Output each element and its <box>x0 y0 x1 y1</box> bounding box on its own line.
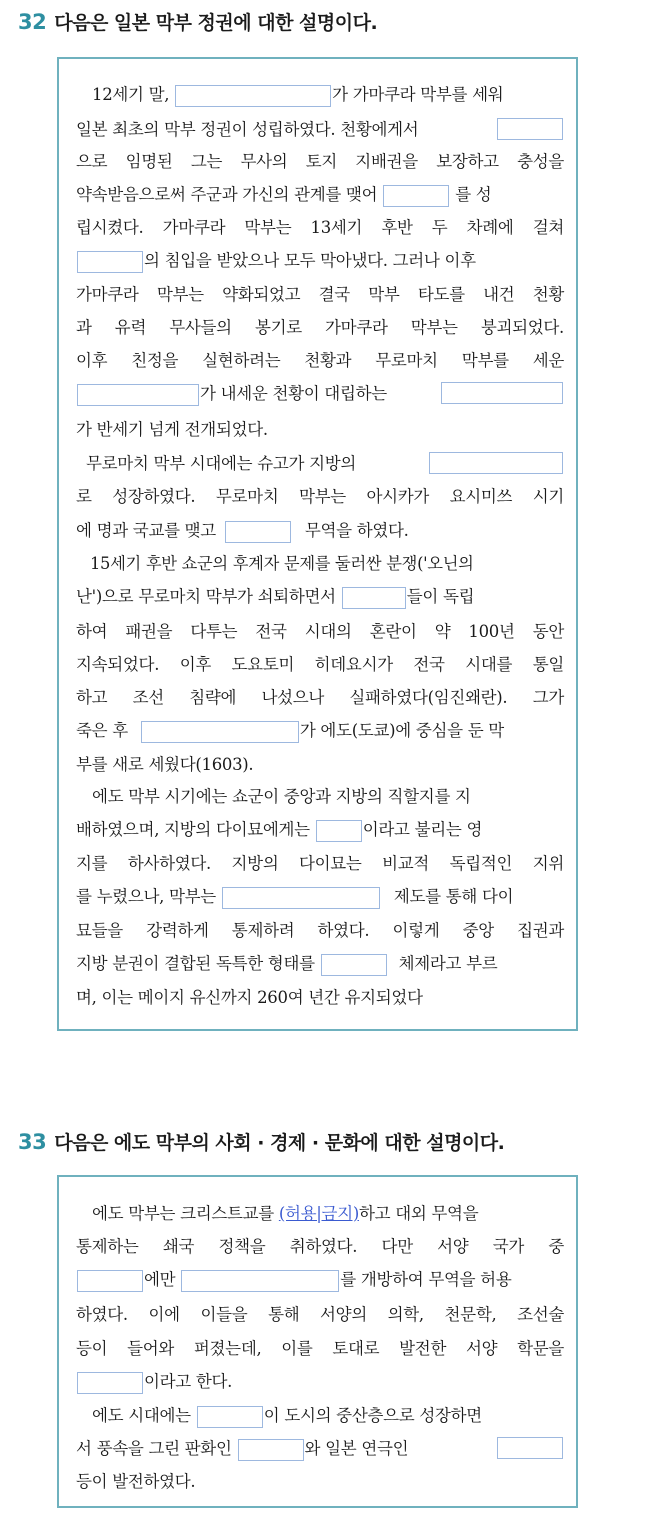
q32-line-3: 으로 임명된 그는 무사의 토지 지배권을 보장하고 충성을 <box>76 152 564 171</box>
question-number: 33 <box>18 1130 47 1154</box>
q32-line-4: 약속받음으로써 주군과 가신의 관계를 맺어 를 성 <box>76 180 564 210</box>
q32-line-1: 12세기 말, 가 가마쿠라 막부를 세워 <box>92 80 564 110</box>
answer-blank[interactable] <box>238 1439 304 1461</box>
q32-line-18: 지속되었다. 이후 도요토미 히데요시가 전국 시대를 통일 <box>76 655 564 674</box>
answer-blank[interactable] <box>222 887 380 909</box>
q32-line-6: 의 침입을 받았으나 모두 막아냈다. 그러나 이후 <box>76 246 564 276</box>
q32-line-21: 부를 새로 세웠다(1603). <box>76 755 254 774</box>
q32-line-13: 로 성장하였다. 무로마치 막부는 아시카가 요시미쓰 시기 <box>76 487 564 506</box>
q32-line-10: 가 내세운 천황이 대립하는 <box>76 379 564 409</box>
answer-blank[interactable] <box>497 1437 563 1459</box>
q32-line-7: 가마쿠라 막부는 약화되었고 결국 막부 타도를 내건 천황 <box>76 285 564 304</box>
q32-line-11: 가 반세기 넘게 전개되었다. <box>76 420 268 439</box>
q33-line-3: 에만 를 개방하여 무역을 허용 <box>76 1265 564 1295</box>
question-32-heading <box>18 8 377 35</box>
q32-line-24: 지를 하사하였다. 지방의 다이묘는 비교적 독립적인 지위 <box>76 854 564 873</box>
answer-blank[interactable] <box>342 587 406 609</box>
q33-line-5: 등이 들어와 퍼졌는데, 이를 토대로 발전한 서양 학문을 <box>76 1339 564 1358</box>
q32-line-16: 난')으로 무로마치 막부가 쇠퇴하면서 들이 독립 <box>76 582 564 612</box>
q32-line-27: 지방 분권이 결합된 독특한 형태를 체제라고 부르 <box>76 949 564 979</box>
answer-blank[interactable] <box>225 521 291 543</box>
q33-line-9: 등이 발전하였다. <box>76 1472 196 1491</box>
q33-line-2: 통제하는 쇄국 정책을 취하였다. 다만 서양 국가 중 <box>76 1237 564 1256</box>
q32-line-17: 하여 패권을 다투는 전국 시대의 혼란이 약 100년 동안 <box>76 622 564 641</box>
answer-blank[interactable] <box>316 820 362 842</box>
answer-blank[interactable] <box>321 954 387 976</box>
q33-line-7: 에도 시대에는 이 도시의 중산층으로 성장하면 <box>92 1401 564 1431</box>
answer-blank[interactable] <box>77 251 143 273</box>
answer-blank[interactable] <box>441 382 563 404</box>
answer-blank[interactable] <box>175 85 331 107</box>
q33-line-8: 서 풍속을 그린 판화인 와 일본 연극인 <box>76 1434 564 1464</box>
q32-line-23: 배하였으며, 지방의 다이묘에게는 이라고 불리는 영 <box>76 815 564 845</box>
q33-line-6: 이라고 한다. <box>76 1367 564 1397</box>
answer-blank[interactable] <box>181 1270 339 1292</box>
q32-line-12: 무로마치 막부 시대에는 슈고가 지방의 <box>86 449 564 479</box>
answer-blank[interactable] <box>141 721 299 743</box>
q33-line-4: 하였다. 이에 이들을 통해 서양의 의학, 천문학, 조선술 <box>76 1305 564 1324</box>
q32-line-28: 며, 이는 메이지 유신까지 260여 년간 유지되었다 <box>76 988 423 1007</box>
q32-line-25: 를 누렸으나, 막부는 제도를 통해 다이 <box>76 882 564 912</box>
answer-blank[interactable] <box>197 1406 263 1428</box>
option-choice[interactable]: (허용|금지) <box>278 1204 359 1223</box>
answer-blank[interactable] <box>383 185 449 207</box>
q32-line-15: 15세기 후반 쇼군의 후계자 문제를 둘러싼 분쟁('오닌의 <box>90 554 474 573</box>
answer-blank[interactable] <box>497 118 563 140</box>
answer-blank[interactable] <box>77 1372 143 1394</box>
q32-line-22: 에도 막부 시기에는 쇼군이 중앙과 지방의 직할지를 지 <box>92 787 471 806</box>
q32-line-2: 일본 최초의 막부 정권이 성립하였다. 천황에게서 <box>76 115 564 145</box>
q32-line-9: 이후 친정을 실현하려는 천황과 무로마치 막부를 세운 <box>76 351 564 370</box>
question-title: 다음은 일본 막부 정권에 대한 설명이다. <box>54 12 378 34</box>
answer-blank[interactable] <box>77 384 199 406</box>
q32-line-20: 죽은 후 가 에도(도쿄)에 중심을 둔 막 <box>76 716 564 746</box>
question-number: 32 <box>18 10 47 34</box>
q32-line-26: 묘들을 강력하게 통제하려 하였다. 이렇게 중앙 집권과 <box>76 921 564 940</box>
q32-line-5: 립시켰다. 가마쿠라 막부는 13세기 후반 두 차례에 걸쳐 <box>76 218 564 237</box>
answer-blank[interactable] <box>429 452 563 474</box>
question-title: 다음은 에도 막부의 사회 · 경제 · 문화에 대한 설명이다. <box>54 1132 505 1154</box>
q32-line-14: 에 명과 국교를 맺고 무역을 하였다. <box>76 516 564 546</box>
q32-line-8: 과 유력 무사들의 봉기로 가마쿠라 막부는 붕괴되었다. <box>76 318 564 337</box>
question-33-heading <box>18 1128 504 1155</box>
q32-line-19: 하고 조선 침략에 나섰으나 실패하였다(임진왜란). 그가 <box>76 688 564 707</box>
q33-line-1: 에도 막부는 크리스트교를 (허용|금지)하고 대외 무역을 <box>92 1204 479 1223</box>
answer-blank[interactable] <box>77 1270 143 1292</box>
